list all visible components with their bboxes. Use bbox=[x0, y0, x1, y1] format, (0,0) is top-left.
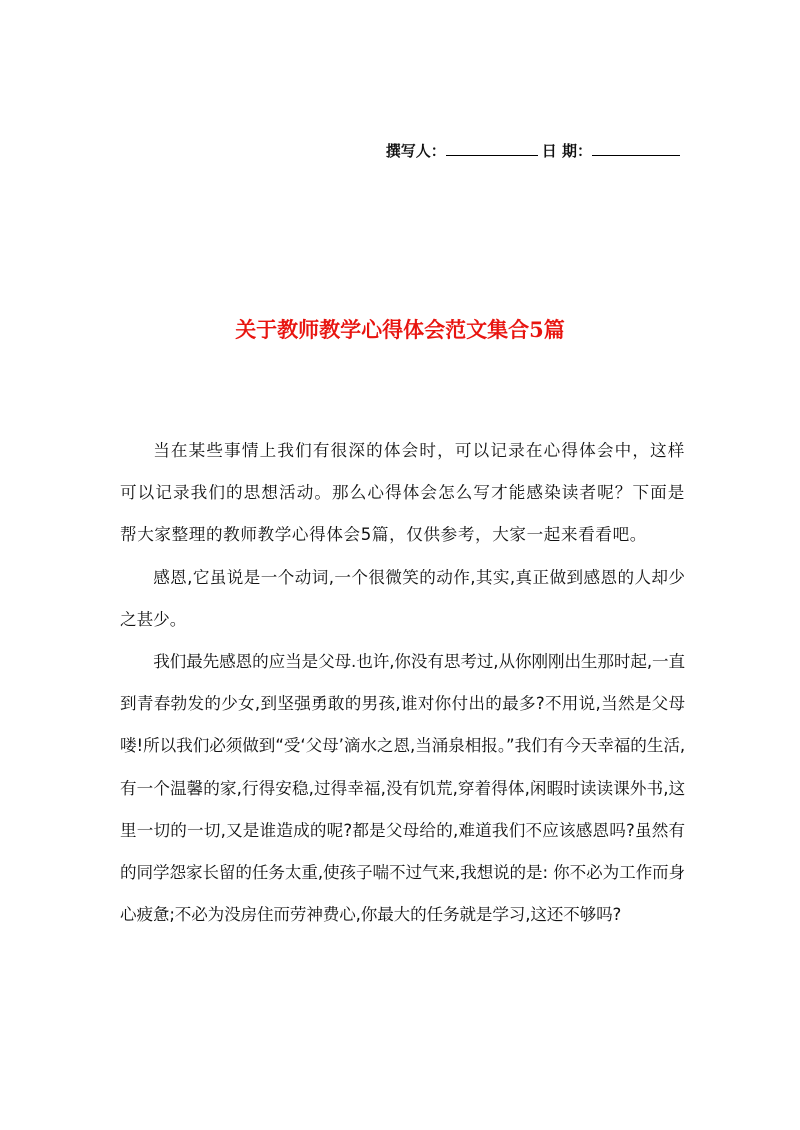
date-label: 日 期： bbox=[541, 142, 592, 160]
date-blank bbox=[592, 141, 680, 156]
author-blank bbox=[446, 141, 538, 156]
document-title: 关于教师教学心得体会范文集合5篇 bbox=[235, 317, 565, 342]
author-label: 撰写人： bbox=[385, 142, 446, 160]
paragraph-gratitude: 感恩,它虽说是一个动词,一个很微笑的动作,其实,真正做到感恩的人却少之甚少。 bbox=[120, 567, 685, 629]
paragraph-intro: 当在某些事情上我们有很深的体会时，可以记录在心得体会中，这样可以记录我们的思想活动。那么心得体会怎么写才能感染读者呢？下面是帮大家整理的教师教学心得体会5篇，仅供参考，大家一起来看看吧。 bbox=[120, 441, 685, 545]
document-body bbox=[120, 430, 685, 936]
author-date-line bbox=[386, 140, 680, 161]
paragraph-parents: 我们最先感恩的应当是父母.也许,你没有思考过,从你刚刚出生那时起,一直到青春勃发的少女,到坚强勇敢的男孩,谁对你付出的最多?不用说,当然是父母喽!所以我们必须做到“受‘父母’滴水之恩,当涌泉相报。”我们有今天幸福的生活,有一个温馨的家,行得安稳,过得幸福,没有饥荒,穿着得体,闲暇时读读课外书,这里一切的一切,又是谁造成的呢?都是父母给的,难道我们不应该感恩吗?虽然有的同学怨家长留的任务太重,使孩子喘不过气来,我想说的是: 你不必为工作而身心疲惫;不必为没房住而劳神费心,你最大的任务就是学习,这还不够吗? bbox=[120, 652, 685, 925]
